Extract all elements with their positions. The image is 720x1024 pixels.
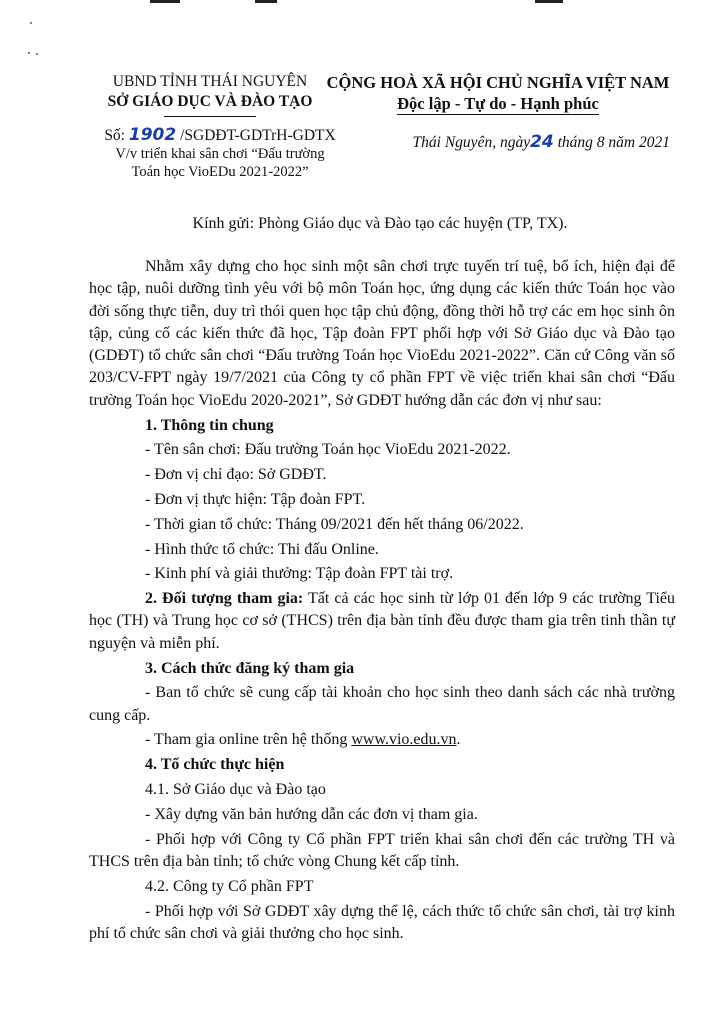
scan-edge-mark: [255, 0, 277, 3]
vio-link[interactable]: www.vio.edu.vn: [351, 731, 457, 749]
scan-speck: [30, 22, 32, 24]
header-divider: [164, 116, 256, 117]
date-suffix: tháng 8 năm 2021: [553, 134, 670, 151]
list-item: - Phối hợp với Công ty Cổ phần FPT triển khai sân chơi đến các trường TH và THCS trên địa bàn tỉnh; tổ chức vòng Chung kết cấp tỉnh.: [89, 830, 675, 870]
list-item: - Đơn vị thực hiện: Tập đoàn FPT.: [145, 490, 366, 508]
document-number: [80, 126, 360, 145]
number-prefix: Số:: [104, 127, 129, 144]
scan-edge-mark: [535, 0, 563, 3]
list-item: - Xây dựng văn bản hướng dẫn các đơn vị tham gia.: [145, 805, 478, 823]
subsection-4-1-heading: 4.1. Sở Giáo dục và Đào tạo: [145, 781, 326, 799]
handwritten-number: 1902: [128, 125, 177, 145]
section-4-heading: 4. Tổ chức thực hiện: [145, 756, 285, 774]
national-motto: [318, 93, 678, 114]
document-number-block: [80, 126, 360, 181]
list-item: - Kinh phí và giải thưởng: Tập đoàn FPT tài trợ.: [145, 565, 454, 583]
list-item: - Hình thức tổ chức: Thi đấu Online.: [145, 540, 379, 558]
list-item: - Tên sân chơi: Đấu trường Toán học VioEdu 2021-2022.: [145, 441, 511, 459]
list-item: [89, 729, 675, 751]
intro-paragraph: Nhằm xây dựng cho học sinh một sân chơi trực tuyến trí tuệ, bổ ích, hiện đại để học tập, nuôi dưỡng tình yêu với bộ môn Toán học, ứng dụng các kiến thức Toán học vào đời sống thực tiễn, duy trì thói quen học tập chủ động, đồng thời hỗ trợ các em học sinh ôn tập, củng cố các kiến thức đã học, Tập đoàn FPT phối hợp với Sở Giáo dục và Đào tạo (GDĐT) tổ chức sân chơi “Đấu trường Toán học VioEdu 2021-2022”. Căn cứ Công văn số 203/CV-FPT ngày 19/7/2021 của Công ty cổ phần FPT về việc triển khai sân chơi “Đấu trường Toán học VioEdu 2020-2021”, Sở GDĐT hướng dẫn các đơn vị như sau:: [89, 258, 675, 409]
section-2-paragraph: [89, 588, 675, 655]
agency-name: UBND TỈNH THÁI NGUYÊN: [112, 73, 308, 90]
list-item: - Đơn vị chỉ đạo: Sở GDĐT.: [145, 466, 327, 484]
item-text: .: [456, 731, 461, 749]
subject-line-1: V/v triển khai sân chơi “Đấu trường: [115, 146, 325, 162]
motto-text: Độc lập - Tự do - Hạnh phúc: [397, 94, 599, 113]
scan-speck: [28, 52, 30, 54]
section-2-text: Tất cả các học sinh từ lớp 01 đến lớp 9 các trường Tiểu học (TH) và Trung học cơ sở (THCS) trên địa bàn tỉnh đều được tham gia trên tinh thần tự nguyện và miễn phí.: [89, 590, 675, 652]
scan-edge-mark: [150, 0, 180, 3]
item-text: - Tham gia online trên hệ thống: [145, 731, 352, 749]
list-item: - Ban tổ chức sẽ cung cấp tài khoản cho học sinh theo danh sách các nhà trường cung cấp.: [89, 684, 675, 724]
department-name: SỞ GIÁO DỤC VÀ ĐÀO TẠO: [107, 93, 313, 110]
republic-title: CỘNG HOÀ XÃ HỘI CHỦ NGHĨA VIỆT NAM: [326, 73, 670, 92]
number-suffix: /SGDĐT-GDTrH-GDTX: [176, 127, 336, 144]
section-3-heading: 3. Cách thức đăng ký tham gia: [145, 659, 355, 677]
date-line: [370, 132, 670, 152]
subject-line-2: Toán học VioEDu 2021-2022”: [131, 164, 309, 180]
date-prefix: Thái Nguyên, ngày: [412, 134, 531, 151]
section-1-heading: 1. Thông tin chung: [145, 416, 274, 434]
list-item: - Phối hợp với Sở GDĐT xây dựng thể lệ, cách thức tổ chức sân chơi, tài trợ kinh phí tổ chức sân chơi và giải thưởng cho học sinh.: [89, 902, 675, 942]
list-item: - Thời gian tổ chức: Tháng 09/2021 đến hết tháng 06/2022.: [145, 515, 524, 533]
issuer-block: [80, 72, 340, 117]
document-body: [89, 256, 675, 945]
scan-speck: [36, 53, 38, 55]
recipient-line: Kính gửi: Phòng Giáo dục và Đào tạo các huyện (TP, TX).: [192, 215, 568, 232]
handwritten-day: 24: [530, 132, 554, 152]
section-2-label: 2. Đối tượng tham gia:: [145, 590, 304, 608]
subsection-4-2-heading: 4.2. Công ty Cổ phần FPT: [145, 877, 314, 895]
national-heading: [318, 72, 678, 114]
